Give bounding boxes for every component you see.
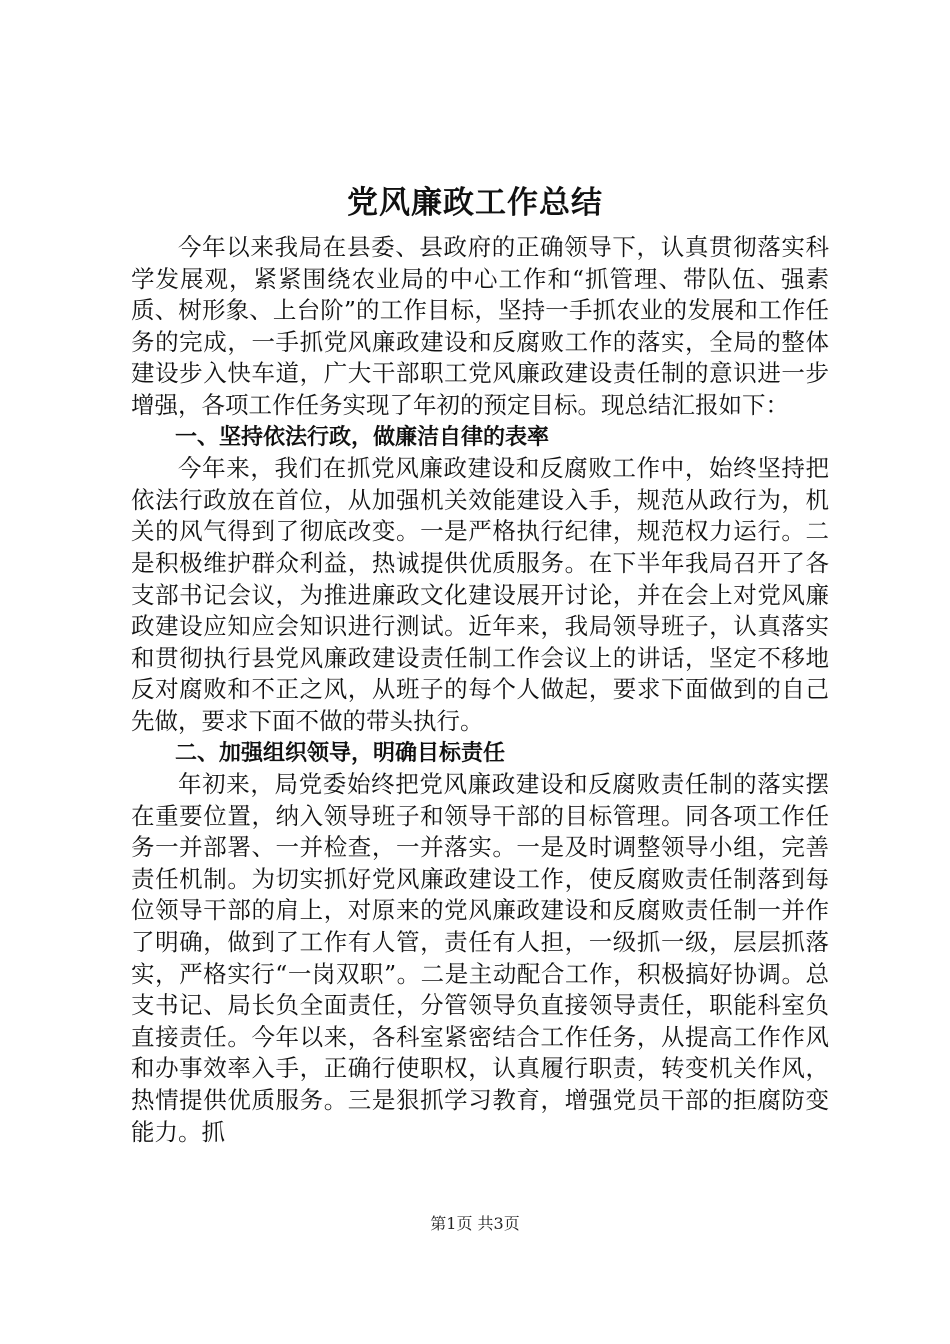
section-2-heading: 二、加强组织领导，明确目标责任 (175, 740, 506, 766)
page-footer: 第1页 共3页 (430, 1214, 520, 1233)
section-1-paragraph: 今年来，我们在抓党风廉政建设和反腐败工作中，始终坚持把依法行政放在首位，从加强机关效能建设入手，规范从政行为，机关的风气得到了彻底改变。一是严格执行纪律，规范权力运行。二是积极维护群众利益，热诚提供优质服务。在下半年我局召开了各支部书记会议，为推进廉政文化建设展开讨论，并在会上对党风廉政建设应知应会知识进行测试。近年来，我局领导班子，认真落实和贯彻执行县党风廉政建设责任制工作会议上的讲话，坚定不移地反对腐败和不正之风，从班子的每个人做起，要求下面做到的自己先做，要求下面不做的带头执行。 (131, 454, 829, 735)
section-1-heading: 一、坚持依法行政，做廉洁自律的表率 (175, 424, 550, 450)
intro-paragraph: 今年以来我局在县委、县政府的正确领导下，认真贯彻落实科学发展观，紧紧围绕农业局的中心工作和“抓管理、带队伍、强素质、树形象、上台阶”的工作目标，坚持一手抓农业的发展和工作任务的完成，一手抓党风廉政建设和反腐败工作的落实，全局的整体建设步入快车道，广大干部职工党风廉政建设责任制的意识进一步增强，各项工作任务实现了年初的预定目标。现总结汇报如下： (131, 233, 829, 419)
section-2-paragraph: 年初来，局党委始终把党风廉政建设和反腐败责任制的落实摆在重要位置，纳入领导班子和领导干部的目标管理。同各项工作任务一并部署、一并检查，一并落实。一是及时调整领导小组，完善责任机制。为切实抓好党风廉政建设工作，使反腐败责任制落到每位领导干部的肩上，对原来的党风廉政建设和反腐败责任制一并作了明确，做到了工作有人管，责任有人担，一级抓一级，层层抓落实，严格实行“一岗双职”。二是主动配合工作，积极搞好协调。总支书记、局长负全面责任，分管领导负直接领导责任，职能科室负直接责任。今年以来，各科室紧密结合工作任务，从提高工作作风和办事效率入手，正确行使职权，认真履行职责，转变机关作风，热情提供优质服务。三是狠抓学习教育，增强党员干部的拒腐防变能力。抓 (131, 770, 829, 1146)
document-title: 党风廉政工作总结 (347, 185, 603, 221)
document-body (131, 232, 829, 1148)
